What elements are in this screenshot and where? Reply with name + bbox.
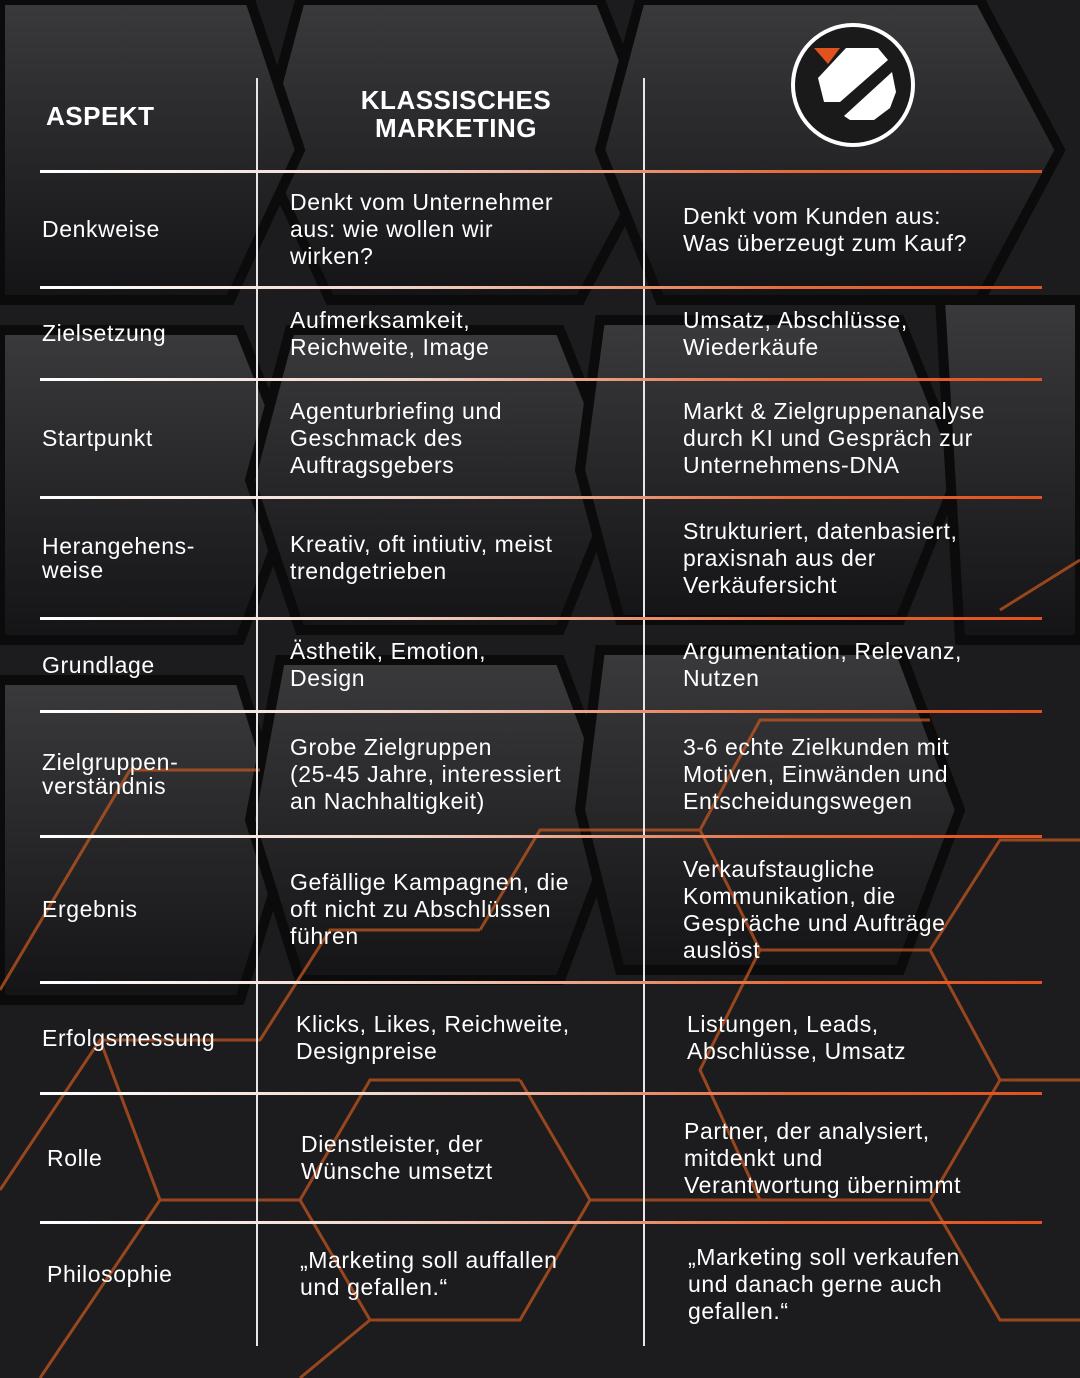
table-cell-ours: Argumentation, Relevanz, Nutzen bbox=[683, 638, 963, 691]
table-row-aspect: Ergebnis bbox=[42, 896, 138, 922]
table-cell-classic: Kreativ, oft intiutiv, meist trendgetrieben bbox=[290, 531, 553, 584]
table-cell-ours: Verkaufstaugliche Kommunikation, die Gespräche und Aufträge auslöst bbox=[683, 855, 946, 963]
table-row-aspect: Grundlage bbox=[42, 651, 155, 678]
table-cell-classic: „Marketing soll auffallen und gefallen.“ bbox=[300, 1247, 558, 1300]
table-row-aspect: Denkweise bbox=[42, 216, 160, 242]
table-cell-classic: Ästhetik, Emotion, Design bbox=[290, 638, 487, 691]
table-row-aspect: Rolle bbox=[47, 1144, 103, 1171]
table-row-aspect: Philosophie bbox=[47, 1260, 173, 1287]
header-aspect: ASPEKT bbox=[46, 101, 155, 131]
table-row-aspect: Erfolgsmessung bbox=[42, 1024, 216, 1051]
table-row-aspect: Startpunkt bbox=[42, 425, 153, 451]
header-classic-marketing: KLASSISCHES MARKETING bbox=[360, 85, 552, 143]
table-cell-classic: Dienstleister, der Wünsche umsetzt bbox=[301, 1131, 493, 1184]
table-row-aspect: Zielsetzung bbox=[42, 320, 167, 346]
table-cell-classic: Aufmerksamkeit, Reichweite, Image bbox=[290, 306, 490, 360]
table-cell-classic: Denkt vom Unternehmer aus: wie wollen wir wirken? bbox=[290, 189, 554, 269]
brand-logo bbox=[788, 20, 918, 150]
table-cell-ours: Listungen, Leads, Abschlüsse, Umsatz bbox=[687, 1011, 907, 1064]
table-cell-ours: Strukturiert, datenbasiert, praxisnah aus der Verkäufersicht bbox=[683, 517, 958, 598]
table-row-aspect: Herangehens- weise bbox=[42, 533, 195, 583]
table-cell-ours: „Marketing soll verkaufen und danach gerne auch gefallen.“ bbox=[688, 1243, 960, 1324]
table-cell-ours: Umsatz, Abschlüsse, Wiederkäufe bbox=[683, 306, 908, 360]
table-cell-classic: Agenturbriefing und Geschmack des Auftragsgebers bbox=[290, 398, 503, 478]
table-cell-ours: Partner, der analysiert, mitdenkt und Verantwortung übernimmt bbox=[684, 1117, 962, 1198]
table-row-aspect: Zielgruppen- verständnis bbox=[42, 749, 179, 799]
table-cell-ours: Markt & Zielgruppenanalyse durch KI und Gespräch zur Unternehmens-DNA bbox=[683, 398, 985, 478]
table-cell-classic: Gefällige Kampagnen, die oft nicht zu Abschlüssen führen bbox=[290, 869, 570, 949]
table-cell-ours: 3-6 echte Zielkunden mit Motiven, Einwänden und Entscheidungswegen bbox=[683, 733, 950, 814]
table-cell-classic: Klicks, Likes, Reichweite, Designpreise bbox=[296, 1011, 570, 1064]
table-cell-classic: Grobe Zielgruppen (25-45 Jahre, interessiert an Nachhaltigkeit) bbox=[290, 733, 562, 814]
table-cell-ours: Denkt vom Kunden aus: Was überzeugt zum Kauf? bbox=[683, 202, 967, 256]
